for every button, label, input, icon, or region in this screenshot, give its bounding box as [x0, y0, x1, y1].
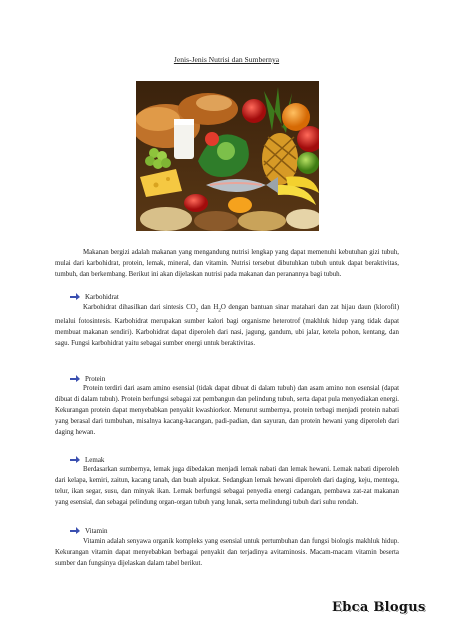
- section-heading-protein: [70, 374, 105, 383]
- footer-logo: Ebca Blogus: [332, 600, 426, 615]
- section-body-vitamin: Vitamin adalah senyawa organik kompleks yang esensial untuk pertumbuhan dan fungsi biologis makhluk hidup. Kekurangan vitamin dapat menyebabkan berbagai penyakit dan terjadinya avitaminosis. Macam-macam vitamin beserta sumber dan fungsinya dijelaskan dalam tabel berikut.: [55, 538, 399, 567]
- section-heading-label: Protein: [85, 374, 106, 383]
- intro-paragraph: Makanan bergizi adalah makanan yang mengandung nutrisi lengkap yang dapat memenuhi kebutuhan gizi tubuh, mulai dari karbohidrat, protein, lemak, mineral, dan vitamin. Nutrisi tersebut dibutuhkan tubuh untuk dapat beraktivitas, tumbuh, dan berkembang. Berikut ini akan dijelaskan nutrisi pada makanan dan peranannya bagi tubuh.: [55, 249, 399, 278]
- section-body-karbohidrat: Karbohidrat dihasilkan dari sintesis $CO_2$ dan $H_2O$ dengan bantuan sinar matahari dan zat hijau daun (klorofil) melalui fotosintesis. Karbohidrat merupakan sumber kalori bagi organisme heterotrof (makhluk hidup yang tidak dapat membuat makanan sendiri). Karbohidrat dapat diperoleh dari nasi, jagung, gandum, ubi jalar, ketela pohon, kentang, dan sagu. Fungsi karbohidrat yaitu sebagai sumber energi untuk beraktivitas.: [55, 304, 399, 348]
- bullet-arrow-icon: [70, 526, 80, 535]
- section-heading-lemak: [70, 455, 104, 464]
- food-photo: [136, 81, 319, 231]
- section-body-lemak: Berdasarkan sumbernya, lemak juga dibedakan menjadi lemak nabati dan lemak hewani. Lemak nabati diperoleh dari kelapa, kemiri, zaitun, kacang tanah, dan buah alpukat. Sedangkan lemak hewani diperoleh dari daging, keju, mentega, telur, ikan segar, susu, dan minyak ikan. Lemak berfungsi sebagai penyedia energi cadangan, pembawa zat-zat makanan yang esensial, dan sebagai pelindung organ-organ tubuh yang lunak, serta melindungi tubuh dari suhu rendah.: [55, 466, 399, 506]
- section-heading-karbohidrat: [70, 292, 119, 301]
- section-heading-vitamin: [70, 526, 108, 535]
- bullet-arrow-icon: [70, 455, 80, 464]
- page-title: Jenis-Jenis Nutrisi dan Sumbernya: [173, 55, 280, 64]
- bullet-arrow-icon: [70, 374, 80, 383]
- section-heading-label: Vitamin: [85, 526, 108, 535]
- section-body-protein: Protein terdiri dari asam amino esensial (tidak dapat dibuat di dalam tubuh) dan asam amino non esensial (dapat dibuat di dalam tubuh). Protein berfungsi sebagai zat pembangun dan pelindung tubuh, serta dapat pula menyediakan energi. Kekurangan protein dapat menyebabkan penyakit kwashiorkor. Menurut sumbernya, protein terbagi menjadi protein nabati yang berasal dari tumbuhan, misalnya kacang-kacangan, padi-padian, dan sayuran, dan protein hewani yang diperoleh dari daging hewan.: [55, 385, 399, 436]
- section-heading-label: Lemak: [85, 455, 105, 464]
- section-heading-label: Karbohidrat: [85, 292, 119, 301]
- bullet-arrow-icon: [70, 292, 80, 301]
